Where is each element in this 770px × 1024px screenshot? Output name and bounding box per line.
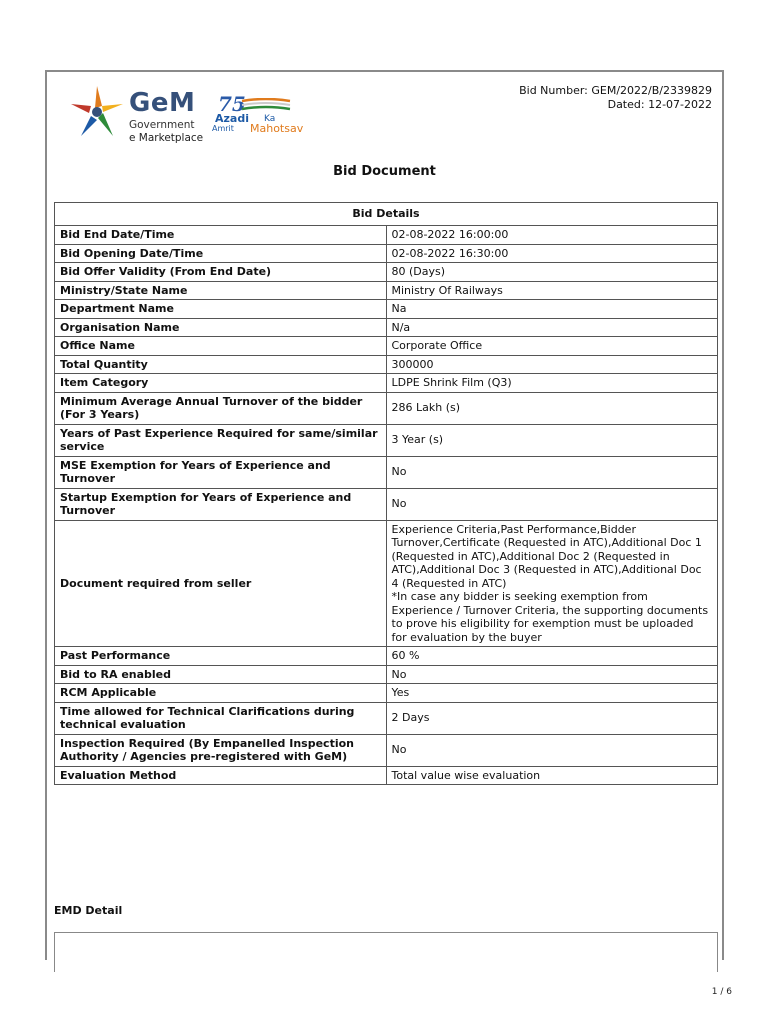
row-label: Ministry/State Name [55,281,387,300]
table-row [55,263,718,282]
row-value: No [386,734,718,766]
table-row [55,424,718,456]
row-value: N/a [386,318,718,337]
table-row [55,244,718,263]
table-row [55,300,718,319]
row-label: Bid End Date/Time [55,226,387,245]
table-row [55,647,718,666]
row-value: No [386,488,718,520]
table-row [55,392,718,424]
row-label: Department Name [55,300,387,319]
table-row [55,488,718,520]
gem-subtitle-government: Government [129,119,195,131]
row-value: LDPE Shrink Film (Q3) [386,374,718,393]
bid-details-heading: Bid Details [55,203,718,226]
table-row [55,702,718,734]
row-value: Total value wise evaluation [386,766,718,785]
row-value: 300000 [386,355,718,374]
row-value: Yes [386,684,718,703]
row-label: Minimum Average Annual Turnover of the bidder (For 3 Years) [55,392,387,424]
row-value: Ministry Of Railways [386,281,718,300]
row-value: No [386,456,718,488]
row-label: Item Category [55,374,387,393]
row-value: 80 (Days) [386,263,718,282]
table-row [55,665,718,684]
table-row [55,226,718,245]
row-value: 286 Lakh (s) [386,392,718,424]
mahotsav-text: Mahotsav [250,122,304,135]
row-label: Document required from seller [55,520,387,647]
azadi-text: Azadi [215,112,249,125]
gem-subtitle-marketplace: e Marketplace [129,132,204,144]
emd-detail-box [54,932,718,972]
azadi-75: 75 [218,92,246,116]
row-value-note: *In case any bidder is seeking exemption from Experience / Turnover Criteria, the supporting documents to prove his eligibility for exemption must be uploaded for evaluation by the buyer [391,590,709,644]
row-label: Total Quantity [55,355,387,374]
row-label: Bid Opening Date/Time [55,244,387,263]
emd-detail-heading: EMD Detail [54,904,123,917]
gem-star-icon [67,82,127,142]
page-number: 1 / 6 [711,987,732,997]
row-label: Startup Exemption for Years of Experience and Turnover [55,488,387,520]
bid-date: Dated: 12-07-2022 [607,98,712,111]
azadi-ka-amrit-mahotsav-logo [212,92,302,137]
row-value: Corporate Office [386,337,718,356]
row-label: Inspection Required (By Empanelled Inspection Authority / Agencies pre-registered with GeM) [55,734,387,766]
table-row [55,355,718,374]
row-label: Bid Offer Validity (From End Date) [55,263,387,282]
bid-details-rows [55,226,718,785]
bid-number: Bid Number: GEM/2022/B/2339829 [519,84,712,97]
row-value: No [386,665,718,684]
row-value-main: Experience Criteria,Past Performance,Bidder Turnover,Certificate (Requested in ATC),Additional Doc 1 (Requested in ATC),Additional Doc 2 (Requested in ATC),Additional Doc 3 (Requested in ATC),Additional Doc 4 (Requested in ATC) [391,522,702,590]
row-label: MSE Exemption for Years of Experience and Turnover [55,456,387,488]
gem-title: GeM [129,88,196,118]
row-label: Evaluation Method [55,766,387,785]
table-row [55,766,718,785]
row-value: Na [386,300,718,319]
amrit-text: Amrit [212,124,234,133]
row-label: Years of Past Experience Required for same/similar service [55,424,387,456]
table-row [55,337,718,356]
table-row [55,734,718,766]
bid-details-table [54,202,718,785]
row-value: 02-08-2022 16:00:00 [386,226,718,245]
table-row [55,318,718,337]
row-value: 60 % [386,647,718,666]
gem-logo [67,82,207,142]
page-title: Bid Document [333,164,436,179]
table-header-row [55,203,718,226]
row-value: 3 Year (s) [386,424,718,456]
row-label: Organisation Name [55,318,387,337]
document-page [45,70,724,960]
row-label: Office Name [55,337,387,356]
row-label: RCM Applicable [55,684,387,703]
row-label: Past Performance [55,647,387,666]
table-row [55,456,718,488]
row-label: Time allowed for Technical Clarifications during technical evaluation [55,702,387,734]
row-label: Bid to RA enabled [55,665,387,684]
row-value: 2 Days [386,702,718,734]
table-row [55,684,718,703]
row-value: 02-08-2022 16:30:00 [386,244,718,263]
tricolor-stripes-icon [240,98,292,112]
table-row [55,520,718,647]
azadi-ka-text: Ka [264,114,276,124]
table-row [55,281,718,300]
table-row [55,374,718,393]
row-value [386,520,718,647]
